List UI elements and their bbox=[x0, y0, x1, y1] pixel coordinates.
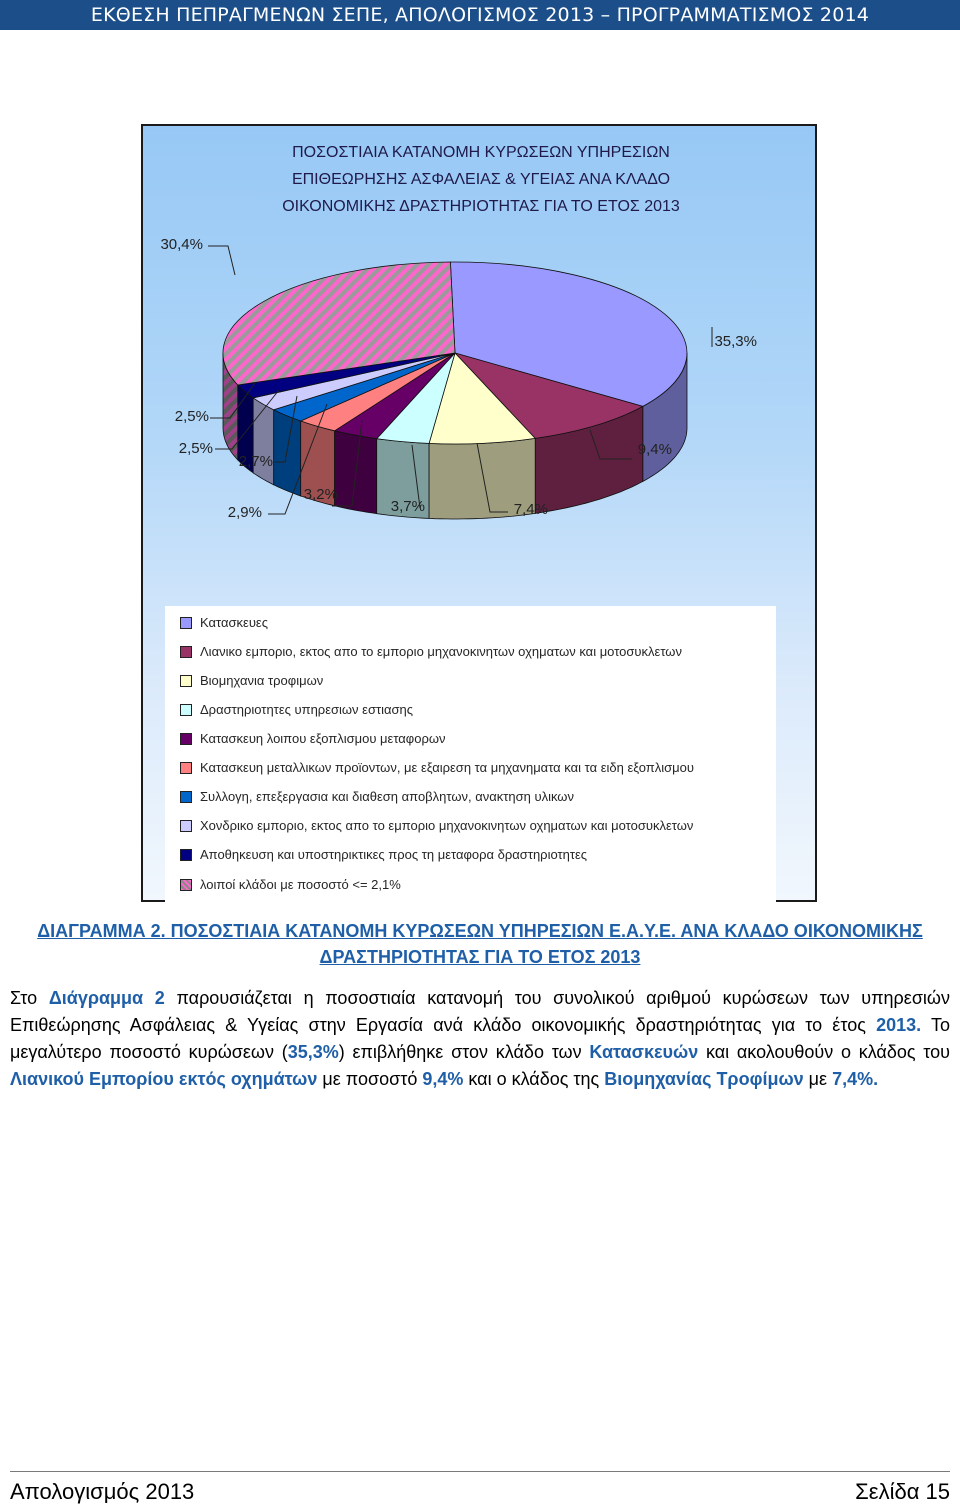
text-run: με ποσοστό bbox=[317, 1069, 423, 1089]
caption-line: ΔΡΑΣΤΗΡΙΟΤΗΤΑΣ ΓΙΑ ΤΟ ΕΤΟΣ 2013 bbox=[319, 947, 641, 967]
pie-slice-side bbox=[253, 398, 274, 485]
figure-caption bbox=[10, 918, 950, 970]
highlight-run: Διάγραμμα 2 bbox=[48, 988, 165, 1008]
legend-swatch bbox=[180, 617, 192, 629]
caption-line: ΔΙΑΓΡΑΜΜΑ 2. ΠΟΣΟΣΤΙΑΙΑ ΚΑΤΑΝΟΜΗ ΚΥΡΩΣΕΩΝ ΥΠΗΡΕΣΙΩΝ Ε.Α.Υ.Ε. ΑΝΑ ΚΛΑΔΟ ΟΙΚΟΝΟΜΙΚΗΣ bbox=[37, 921, 923, 941]
legend-label: λοιποί κλάδοι με ποσοστό <= 2,1% bbox=[200, 877, 401, 892]
footer-divider bbox=[10, 1471, 950, 1472]
legend-swatch bbox=[180, 733, 192, 745]
legend-label: Δραστηριοτητες υπηρεσιων εστιασης bbox=[200, 702, 414, 717]
data-label: 2,7% bbox=[238, 453, 273, 470]
legend-swatch bbox=[180, 791, 192, 803]
chart-title-line: ΠΟΣΟΣΤΙΑΙΑ ΚΑΤΑΝΟΜΗ ΚΥΡΩΣΕΩΝ ΥΠΗΡΕΣΙΩΝ bbox=[292, 144, 670, 161]
pie-chart bbox=[0, 0, 960, 620]
data-label: 30,4% bbox=[160, 236, 203, 253]
footer-left: Απολογισμός 2013 bbox=[10, 1479, 195, 1504]
text-run: Το μεγαλύτερο ποσοστό κυρώσεων ( bbox=[10, 1015, 950, 1062]
highlight-run: Κατασκευών bbox=[589, 1042, 699, 1062]
data-label: 35,3% bbox=[714, 333, 757, 350]
data-label: 9,4% bbox=[637, 441, 672, 458]
chart-title-line: ΟΙΚΟΝΟΜΙΚΗΣ ΔΡΑΣΤΗΡΙΟΤΗΤΑΣ ΓΙΑ ΤΟ ΕΤΟΣ 2013 bbox=[282, 198, 680, 215]
highlight-run: 2013. bbox=[876, 1015, 922, 1035]
highlight-run: 7,4%. bbox=[832, 1069, 879, 1089]
legend-label: Κατασκευες bbox=[200, 615, 268, 630]
legend-label: Χονδρικο εμποριο, εκτος απο το εμποριο μηχανοκινητων οχηματων και μοτοσυκλετων bbox=[200, 818, 694, 833]
body-paragraph bbox=[10, 985, 950, 1093]
text-run: ) επιβλήθηκε στον κλάδο των bbox=[338, 1042, 590, 1062]
legend-label: Λιανικο εμποριο, εκτος απο το εμποριο μηχανοκινητων οχηματων και μοτοσυκλετων bbox=[200, 644, 682, 659]
data-label: 2,9% bbox=[227, 504, 262, 521]
chart-title-line: ΕΠΙΘΕΩΡΗΣΗΣ ΑΣΦΑΛΕΙΑΣ & ΥΓΕΙΑΣ ΑΝΑ ΚΛΑΔΟ bbox=[291, 171, 671, 188]
data-label: 3,2% bbox=[303, 486, 338, 503]
legend-label: Βιομηχανια τροφιμων bbox=[200, 673, 324, 688]
chart-legend bbox=[165, 606, 776, 902]
legend-label: Κατασκευη λοιπου εξοπλισμου μεταφορων bbox=[200, 731, 446, 746]
legend-swatch bbox=[180, 879, 192, 891]
legend-swatch bbox=[180, 849, 192, 861]
data-label: 3,7% bbox=[390, 498, 425, 515]
text-run: Στο bbox=[10, 988, 49, 1008]
page-header: ΕΚΘΕΣΗ ΠΕΠΡΑΓΜΕΝΩΝ ΣΕΠΕ, ΑΠΟΛΟΓΙΣΜΟΣ 2013 – ΠΡΟΓΡΑΜΜΑΤΙΣΜΟΣ 2014 bbox=[0, 0, 960, 30]
highlight-run: Βιομηχανίας Τροφίμων bbox=[604, 1069, 804, 1089]
text-run: και ακολουθούν ο κλάδος του bbox=[698, 1042, 950, 1062]
legend-swatch bbox=[180, 675, 192, 687]
legend-label: Κατασκευη μεταλλικων προϊοντων, με εξαιρεση τα μηχανηματα και τα ειδη εξοπλισμου bbox=[200, 760, 694, 775]
legend-label: Συλλογη, επεξεργασια και διαθεση αποβλητων, ανακτηση υλικων bbox=[200, 789, 574, 804]
legend-swatch bbox=[180, 762, 192, 774]
legend-swatch bbox=[180, 704, 192, 716]
data-label: 2,5% bbox=[178, 440, 213, 457]
legend-label: Αποθηκευση και υποστηρικτικες προς τη μεταφορα δραστηριοτητες bbox=[200, 847, 588, 862]
highlight-run: Λιανικού Εμπορίου εκτός οχημάτων bbox=[10, 1069, 318, 1089]
highlight-run: 9,4% bbox=[422, 1069, 464, 1089]
data-label: 7,4% bbox=[513, 501, 548, 518]
data-label: 2,5% bbox=[174, 408, 209, 425]
footer-page-number: Σελίδα 15 bbox=[855, 1479, 950, 1504]
text-run: και ο κλάδος της bbox=[463, 1069, 605, 1089]
leader-line bbox=[208, 246, 235, 275]
text-run: παρουσιάζεται η ποσοστιαία κατανομή του συνολικού αριθμού κυρώσεων των υπηρεσιών Επιθεώρησης Ασφάλειας & Υγείας στην Εργασία ανά κλάδο οικονομικής δραστηριότητας για το έτος bbox=[10, 988, 950, 1035]
highlight-run: 35,3% bbox=[287, 1042, 339, 1062]
legend-swatch bbox=[180, 820, 192, 832]
text-run: με bbox=[803, 1069, 833, 1089]
legend-swatch bbox=[180, 646, 192, 658]
